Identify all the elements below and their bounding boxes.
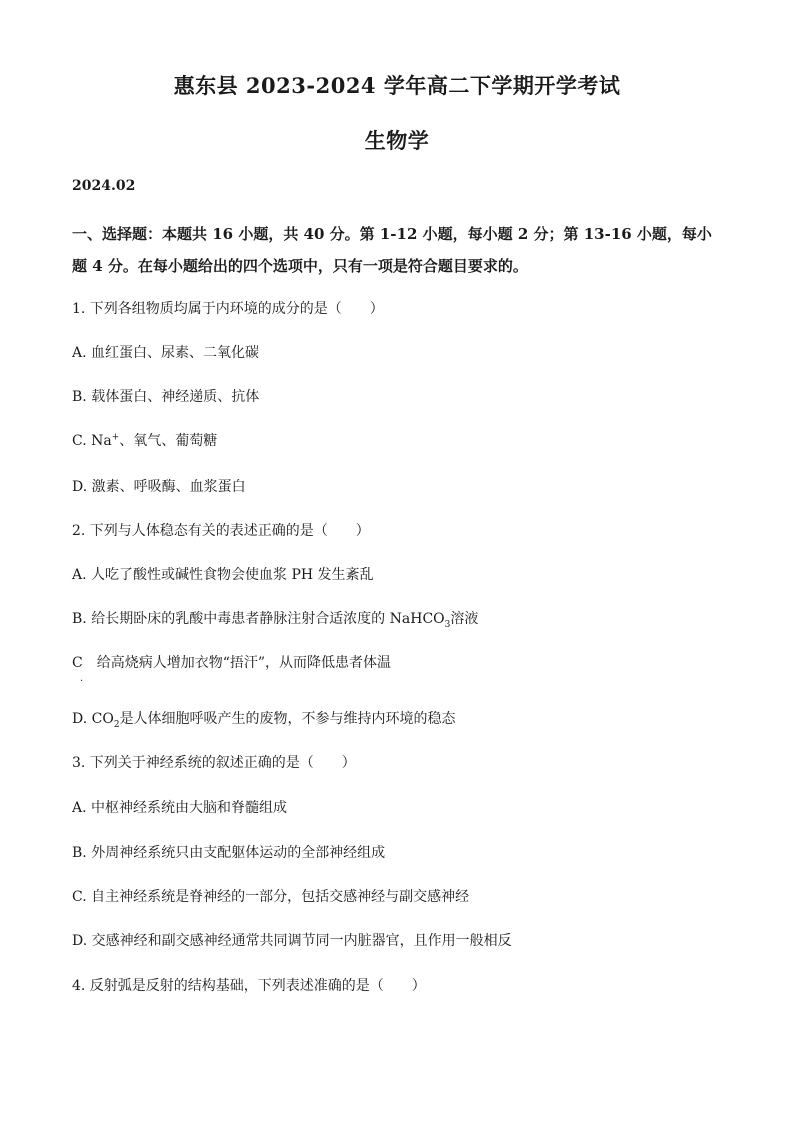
option-d-text-end: 是人体细胞呼吸产生的废物，不参与维持内环境的稳态 bbox=[119, 711, 456, 727]
question-2-option-b bbox=[72, 608, 732, 630]
question-2-option-a: A. 人吃了酸性或碱性食物会使血浆 PH 发生紊乱 bbox=[72, 567, 374, 583]
co2-subscript: 2 bbox=[113, 719, 120, 730]
option-c-text-start: C. Na bbox=[72, 433, 112, 449]
question-1-option-d: D. 激素、呼吸酶、血浆蛋白 bbox=[72, 479, 246, 495]
question-3-option-c: C. 自主神经系统是脊神经的一部分，包括交感神经与副交感神经 bbox=[72, 889, 470, 905]
exam-title: 惠东县 2023-2024 学年高二下学期开学考试 bbox=[173, 73, 621, 98]
question-3-stem: 3. 下列关于神经系统的叙述正确的是（ ） bbox=[72, 755, 356, 771]
sodium-charge: + bbox=[111, 432, 120, 443]
option-b-text-end: 溶液 bbox=[450, 611, 479, 627]
exam-date: 2024.02 bbox=[72, 178, 136, 194]
option-d-text-start: D. CO bbox=[72, 711, 114, 727]
question-1-stem: 1. 下列各组物质均属于内环境的成分的是（ ） bbox=[72, 301, 384, 317]
option-c-text-end: 、氧气、葡萄糖 bbox=[119, 433, 218, 449]
stray-mark: · bbox=[80, 676, 84, 687]
section-heading: 一、选择题：本题共 16 小题，共 40 分。第 1-12 小题，每小题 2 分；第 13-16 小题，每小题 4 分。在每小题给出的四个选项中，只有一项是符合题目要求的。 bbox=[72, 225, 712, 275]
question-1-option-b: B. 载体蛋白、神经递质、抗体 bbox=[72, 389, 260, 405]
question-2-stem: 2. 下列与人体稳态有关的表述正确的是（ ） bbox=[72, 523, 370, 539]
option-b-text-start: B. 给长期卧床的乳酸中毒患者静脉注射合适浓度的 NaHCO bbox=[72, 611, 445, 627]
bicarbonate-subscript: 3 bbox=[444, 619, 451, 630]
question-2-option-d bbox=[72, 708, 732, 730]
question-2-option-c: C 给高烧病人增加衣物“捂汗”，从而降低患者体温 bbox=[72, 655, 392, 671]
question-1-option-a: A. 血红蛋白、尿素、二氧化碳 bbox=[72, 345, 260, 361]
question-3-option-d: D. 交感神经和副交感神经通常共同调节同一内脏器官，且作用一般相反 bbox=[72, 933, 512, 949]
question-1-option-c bbox=[72, 430, 732, 450]
question-4-stem: 4. 反射弧是反射的结构基础，下列表述准确的是（ ） bbox=[72, 978, 426, 994]
subject-title: 生物学 bbox=[364, 128, 430, 153]
question-3-option-a: A. 中枢神经系统由大脑和脊髓组成 bbox=[72, 800, 288, 816]
question-3-option-b: B. 外周神经系统只由支配躯体运动的全部神经组成 bbox=[72, 845, 386, 861]
